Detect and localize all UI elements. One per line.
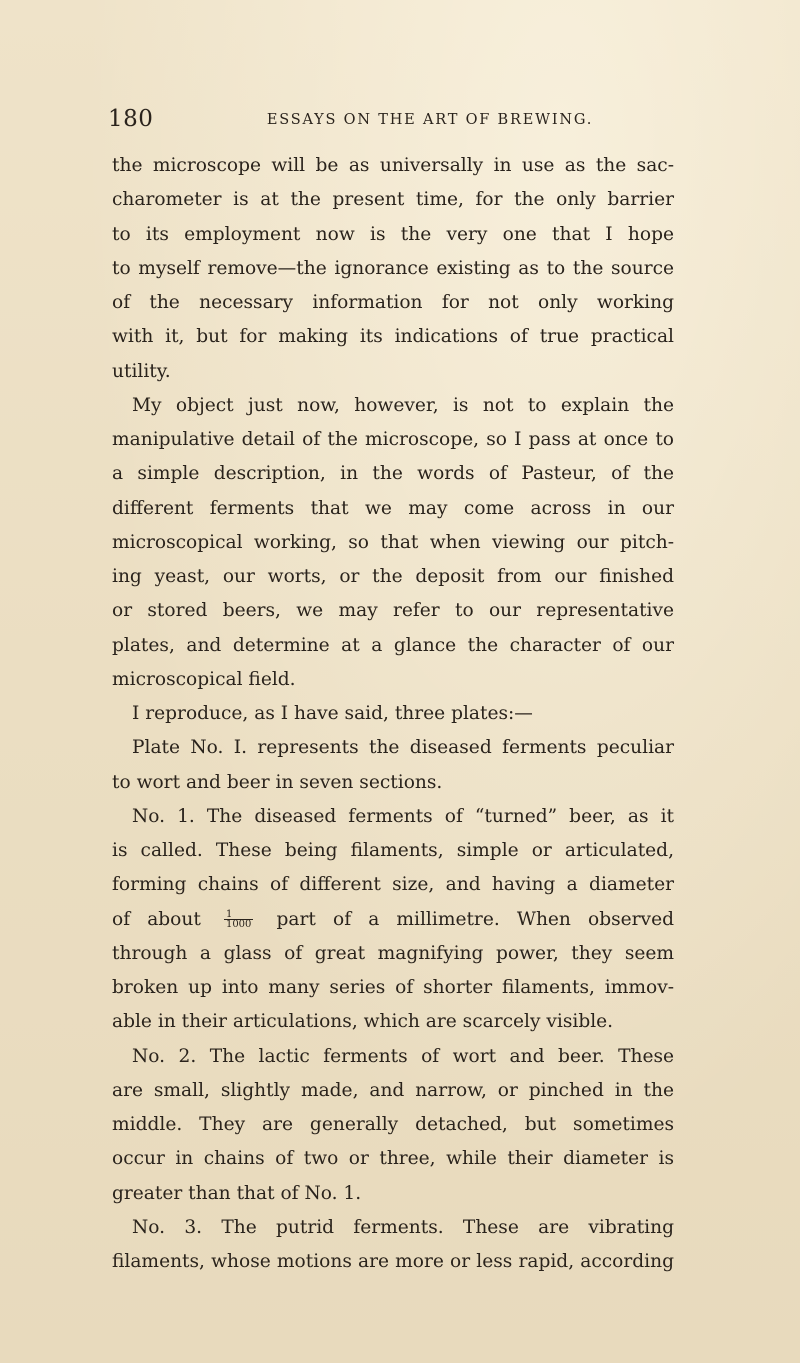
text-line: No. 1. The diseased ferments of “turned” beer, as it xyxy=(132,805,674,827)
fraction-line-before: of about xyxy=(112,908,201,930)
text-line: microscopical working, so that when viewing our pitch- xyxy=(112,531,674,553)
text-line: charometer is at the present time, for the only barrier xyxy=(112,189,674,211)
fraction-line xyxy=(112,903,674,937)
text-line: middle. They are generally detached, but sometimes xyxy=(112,1114,674,1135)
text-line: are small, slightly made, and narrow, or pinched in the xyxy=(112,1079,674,1101)
fraction-line-after: part of a millimetre. When observed xyxy=(276,908,674,930)
text-line: microscopical field. xyxy=(112,668,296,690)
text-line: greater than that of No. 1. xyxy=(112,1182,362,1204)
text-line: of the necessary information for not only working xyxy=(112,292,674,313)
text-line: the microscope will be as universally in use as the sac- xyxy=(112,155,674,176)
text-line: to its employment now is the very one that I hope xyxy=(112,223,674,245)
text-line: forming chains of different size, and having a diameter xyxy=(112,874,674,896)
fraction-numerator: 1 xyxy=(224,910,253,920)
text-line: No. 3. The putrid ferments. These are vibrating xyxy=(132,1216,674,1238)
text-line: to myself remove—the ignorance existing as to the source xyxy=(112,257,674,279)
text-line: No. 2. The lactic ferments of wort and beer. These xyxy=(132,1045,674,1067)
text-line: plates, and determine at a glance the character of our xyxy=(112,634,674,656)
fraction xyxy=(224,910,253,929)
text-line: is called. These being filaments, simple or articulated, xyxy=(112,840,674,861)
running-title: ESSAYS ON THE ART OF BREWING. xyxy=(266,112,594,128)
text-line: I reproduce, as I have said, three plates:— xyxy=(132,703,533,724)
text-line: able in their articulations, which are scarcely visible. xyxy=(112,1011,614,1033)
text-line: ing yeast, our worts, or the deposit from our finished xyxy=(112,566,674,587)
text-line: a simple description, in the words of Pasteur, of the xyxy=(112,463,674,485)
text-line: utility. xyxy=(112,360,171,382)
text-line: manipulative detail of the microscope, so I pass at once to xyxy=(112,429,674,450)
text-line: filaments, whose motions are more or less rapid, according xyxy=(112,1251,674,1272)
fraction-denominator: 1000 xyxy=(225,919,252,930)
text-line: different ferments that we may come across in our xyxy=(112,497,674,519)
body-text xyxy=(112,149,674,1279)
text-line: to wort and beer in seven sections. xyxy=(112,771,443,793)
page-number: 180 xyxy=(108,106,154,132)
text-line: Plate No. I. represents the diseased ferments peculiar xyxy=(132,737,674,759)
text-line: or stored beers, we may refer to our representative xyxy=(112,600,674,622)
text-line: My object just now, however, is not to explain the xyxy=(132,394,674,416)
text-line: broken up into many series of shorter filaments, immov- xyxy=(112,977,674,998)
text-line: through a glass of great magnifying power, they seem xyxy=(112,942,674,964)
text-line: with it, but for making its indications of true practical xyxy=(112,326,674,348)
page-header xyxy=(108,106,668,136)
text-line: occur in chains of two or three, while their diameter is xyxy=(112,1148,674,1170)
